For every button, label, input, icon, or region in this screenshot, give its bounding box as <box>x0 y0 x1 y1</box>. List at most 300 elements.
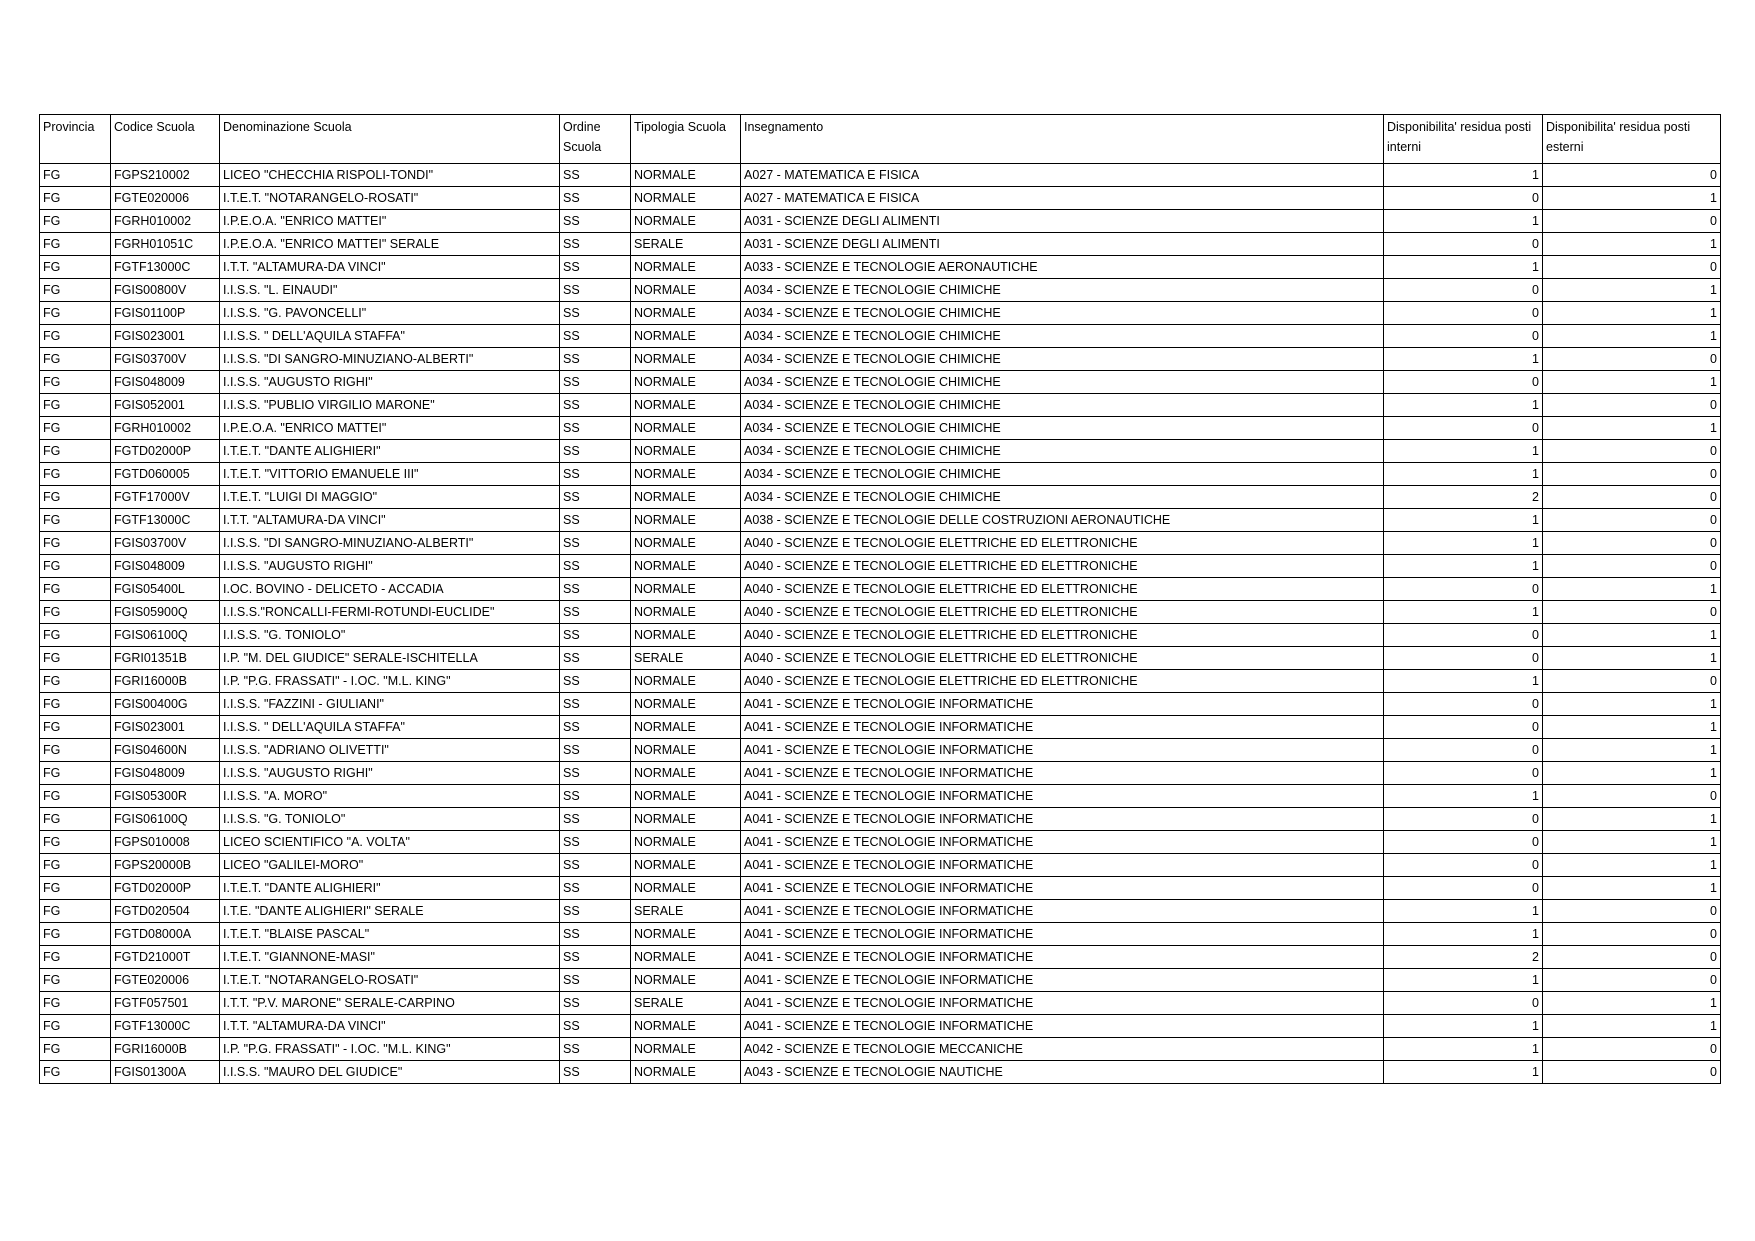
cell-posti-esterni: 1 <box>1543 302 1721 325</box>
cell-provincia: FG <box>40 647 111 670</box>
cell-ordine-scuola: SS <box>560 1038 631 1061</box>
cell-tipologia-scuola: NORMALE <box>631 1061 741 1084</box>
cell-insegnamento: A041 - SCIENZE E TECNOLOGIE INFORMATICHE <box>741 716 1384 739</box>
cell-posti-interni: 0 <box>1384 371 1543 394</box>
cell-ordine-scuola: SS <box>560 325 631 348</box>
cell-insegnamento: A034 - SCIENZE E TECNOLOGIE CHIMICHE <box>741 371 1384 394</box>
cell-denominazione-scuola: I.T.T. "ALTAMURA-DA VINCI" <box>220 1015 560 1038</box>
cell-tipologia-scuola: NORMALE <box>631 394 741 417</box>
cell-posti-interni: 1 <box>1384 256 1543 279</box>
cell-posti-interni: 1 <box>1384 463 1543 486</box>
header-row <box>40 115 1721 164</box>
cell-posti-interni: 0 <box>1384 302 1543 325</box>
cell-posti-interni: 0 <box>1384 279 1543 302</box>
cell-denominazione-scuola: I.I.S.S. "FAZZINI - GIULIANI" <box>220 693 560 716</box>
cell-posti-interni: 0 <box>1384 854 1543 877</box>
table-row <box>40 233 1721 256</box>
cell-provincia: FG <box>40 279 111 302</box>
cell-denominazione-scuola: I.P. "P.G. FRASSATI" - I.OC. "M.L. KING" <box>220 670 560 693</box>
table-row <box>40 532 1721 555</box>
cell-posti-interni: 1 <box>1384 509 1543 532</box>
cell-provincia: FG <box>40 256 111 279</box>
cell-ordine-scuola: SS <box>560 210 631 233</box>
cell-codice-scuola: FGTF13000C <box>111 509 220 532</box>
cell-provincia: FG <box>40 440 111 463</box>
cell-provincia: FG <box>40 923 111 946</box>
cell-ordine-scuola: SS <box>560 716 631 739</box>
cell-codice-scuola: FGIS01100P <box>111 302 220 325</box>
cell-codice-scuola: FGTD060005 <box>111 463 220 486</box>
cell-provincia: FG <box>40 417 111 440</box>
cell-ordine-scuola: SS <box>560 739 631 762</box>
cell-insegnamento: A034 - SCIENZE E TECNOLOGIE CHIMICHE <box>741 302 1384 325</box>
cell-denominazione-scuola: LICEO SCIENTIFICO "A. VOLTA" <box>220 831 560 854</box>
table-row <box>40 785 1721 808</box>
cell-insegnamento: A040 - SCIENZE E TECNOLOGIE ELETTRICHE ED ELETTRONICHE <box>741 555 1384 578</box>
cell-denominazione-scuola: I.I.S.S. "ADRIANO OLIVETTI" <box>220 739 560 762</box>
cell-tipologia-scuola: NORMALE <box>631 923 741 946</box>
cell-codice-scuola: FGRI16000B <box>111 1038 220 1061</box>
cell-tipologia-scuola: NORMALE <box>631 601 741 624</box>
cell-ordine-scuola: SS <box>560 808 631 831</box>
availability-table <box>39 114 1721 1084</box>
cell-provincia: FG <box>40 509 111 532</box>
cell-tipologia-scuola: NORMALE <box>631 164 741 187</box>
cell-tipologia-scuola: SERALE <box>631 900 741 923</box>
cell-codice-scuola: FGRH01051C <box>111 233 220 256</box>
cell-denominazione-scuola: I.I.S.S. "MAURO DEL GIUDICE" <box>220 1061 560 1084</box>
table-row <box>40 969 1721 992</box>
cell-denominazione-scuola: I.T.E. "DANTE ALIGHIERI" SERALE <box>220 900 560 923</box>
table-header <box>40 115 1721 164</box>
cell-insegnamento: A041 - SCIENZE E TECNOLOGIE INFORMATICHE <box>741 923 1384 946</box>
cell-posti-interni: 1 <box>1384 440 1543 463</box>
table-row <box>40 647 1721 670</box>
cell-posti-esterni: 1 <box>1543 647 1721 670</box>
cell-provincia: FG <box>40 394 111 417</box>
cell-tipologia-scuola: NORMALE <box>631 555 741 578</box>
cell-tipologia-scuola: NORMALE <box>631 762 741 785</box>
cell-ordine-scuola: SS <box>560 923 631 946</box>
cell-codice-scuola: FGRH010002 <box>111 417 220 440</box>
cell-insegnamento: A031 - SCIENZE DEGLI ALIMENTI <box>741 233 1384 256</box>
cell-posti-interni: 0 <box>1384 233 1543 256</box>
cell-insegnamento: A034 - SCIENZE E TECNOLOGIE CHIMICHE <box>741 279 1384 302</box>
cell-tipologia-scuola: NORMALE <box>631 463 741 486</box>
cell-codice-scuola: FGIS023001 <box>111 325 220 348</box>
cell-ordine-scuola: SS <box>560 440 631 463</box>
header-posti-esterni: Disponibilita' residua posti esterni <box>1543 115 1721 164</box>
cell-posti-interni: 1 <box>1384 164 1543 187</box>
cell-ordine-scuola: SS <box>560 762 631 785</box>
cell-provincia: FG <box>40 900 111 923</box>
table-row <box>40 808 1721 831</box>
cell-posti-esterni: 1 <box>1543 854 1721 877</box>
cell-posti-interni: 0 <box>1384 992 1543 1015</box>
table-row <box>40 624 1721 647</box>
cell-provincia: FG <box>40 578 111 601</box>
cell-posti-interni: 1 <box>1384 785 1543 808</box>
table-body <box>40 164 1721 1084</box>
cell-codice-scuola: FGRI16000B <box>111 670 220 693</box>
cell-ordine-scuola: SS <box>560 417 631 440</box>
cell-posti-interni: 1 <box>1384 969 1543 992</box>
cell-tipologia-scuola: NORMALE <box>631 486 741 509</box>
cell-provincia: FG <box>40 164 111 187</box>
cell-tipologia-scuola: NORMALE <box>631 716 741 739</box>
cell-codice-scuola: FGTD02000P <box>111 877 220 900</box>
cell-posti-esterni: 1 <box>1543 417 1721 440</box>
cell-posti-interni: 1 <box>1384 670 1543 693</box>
cell-insegnamento: A034 - SCIENZE E TECNOLOGIE CHIMICHE <box>741 394 1384 417</box>
cell-posti-esterni: 1 <box>1543 877 1721 900</box>
cell-ordine-scuola: SS <box>560 877 631 900</box>
cell-posti-esterni: 0 <box>1543 164 1721 187</box>
table-row <box>40 992 1721 1015</box>
cell-codice-scuola: FGIS052001 <box>111 394 220 417</box>
cell-ordine-scuola: SS <box>560 969 631 992</box>
table-row <box>40 739 1721 762</box>
cell-posti-interni: 1 <box>1384 601 1543 624</box>
table-row <box>40 394 1721 417</box>
cell-posti-interni: 0 <box>1384 325 1543 348</box>
cell-provincia: FG <box>40 1038 111 1061</box>
cell-provincia: FG <box>40 854 111 877</box>
table-row <box>40 325 1721 348</box>
cell-denominazione-scuola: I.T.E.T. "NOTARANGELO-ROSATI" <box>220 187 560 210</box>
cell-posti-interni: 1 <box>1384 555 1543 578</box>
cell-ordine-scuola: SS <box>560 394 631 417</box>
header-codice-scuola: Codice Scuola <box>111 115 220 164</box>
cell-codice-scuola: FGTD08000A <box>111 923 220 946</box>
table-row <box>40 601 1721 624</box>
cell-posti-interni: 1 <box>1384 1061 1543 1084</box>
cell-insegnamento: A040 - SCIENZE E TECNOLOGIE ELETTRICHE ED ELETTRONICHE <box>741 647 1384 670</box>
table-row <box>40 831 1721 854</box>
cell-denominazione-scuola: I.I.S.S. "AUGUSTO RIGHI" <box>220 555 560 578</box>
cell-posti-interni: 0 <box>1384 739 1543 762</box>
cell-denominazione-scuola: I.I.S.S. "A. MORO" <box>220 785 560 808</box>
cell-posti-interni: 1 <box>1384 923 1543 946</box>
cell-posti-interni: 0 <box>1384 624 1543 647</box>
cell-provincia: FG <box>40 762 111 785</box>
cell-insegnamento: A034 - SCIENZE E TECNOLOGIE CHIMICHE <box>741 325 1384 348</box>
cell-ordine-scuola: SS <box>560 1015 631 1038</box>
cell-posti-esterni: 1 <box>1543 739 1721 762</box>
cell-tipologia-scuola: NORMALE <box>631 256 741 279</box>
cell-tipologia-scuola: NORMALE <box>631 877 741 900</box>
table-row <box>40 417 1721 440</box>
cell-insegnamento: A041 - SCIENZE E TECNOLOGIE INFORMATICHE <box>741 969 1384 992</box>
cell-provincia: FG <box>40 670 111 693</box>
cell-insegnamento: A041 - SCIENZE E TECNOLOGIE INFORMATICHE <box>741 808 1384 831</box>
cell-provincia: FG <box>40 325 111 348</box>
cell-posti-interni: 1 <box>1384 900 1543 923</box>
cell-denominazione-scuola: I.I.S.S. "PUBLIO VIRGILIO MARONE" <box>220 394 560 417</box>
cell-tipologia-scuola: NORMALE <box>631 348 741 371</box>
cell-denominazione-scuola: I.T.T. "P.V. MARONE" SERALE-CARPINO <box>220 992 560 1015</box>
cell-posti-interni: 0 <box>1384 578 1543 601</box>
cell-provincia: FG <box>40 486 111 509</box>
cell-tipologia-scuola: NORMALE <box>631 946 741 969</box>
cell-posti-esterni: 0 <box>1543 509 1721 532</box>
cell-posti-esterni: 0 <box>1543 946 1721 969</box>
cell-tipologia-scuola: NORMALE <box>631 509 741 532</box>
cell-ordine-scuola: SS <box>560 233 631 256</box>
cell-codice-scuola: FGRH010002 <box>111 210 220 233</box>
table-row <box>40 900 1721 923</box>
cell-tipologia-scuola: NORMALE <box>631 785 741 808</box>
cell-posti-interni: 1 <box>1384 1038 1543 1061</box>
cell-posti-interni: 0 <box>1384 417 1543 440</box>
cell-ordine-scuola: SS <box>560 1061 631 1084</box>
cell-codice-scuola: FGTF13000C <box>111 1015 220 1038</box>
cell-codice-scuola: FGPS20000B <box>111 854 220 877</box>
cell-ordine-scuola: SS <box>560 555 631 578</box>
cell-posti-interni: 0 <box>1384 831 1543 854</box>
cell-provincia: FG <box>40 1015 111 1038</box>
table-row <box>40 877 1721 900</box>
cell-insegnamento: A041 - SCIENZE E TECNOLOGIE INFORMATICHE <box>741 854 1384 877</box>
cell-posti-esterni: 0 <box>1543 670 1721 693</box>
cell-codice-scuola: FGTE020006 <box>111 969 220 992</box>
cell-codice-scuola: FGIS05300R <box>111 785 220 808</box>
cell-insegnamento: A040 - SCIENZE E TECNOLOGIE ELETTRICHE ED ELETTRONICHE <box>741 670 1384 693</box>
cell-insegnamento: A041 - SCIENZE E TECNOLOGIE INFORMATICHE <box>741 1015 1384 1038</box>
table-row <box>40 693 1721 716</box>
cell-posti-esterni: 1 <box>1543 578 1721 601</box>
cell-codice-scuola: FGTD02000P <box>111 440 220 463</box>
cell-posti-esterni: 1 <box>1543 187 1721 210</box>
cell-ordine-scuola: SS <box>560 302 631 325</box>
cell-posti-esterni: 0 <box>1543 555 1721 578</box>
cell-codice-scuola: FGIS00800V <box>111 279 220 302</box>
cell-posti-esterni: 0 <box>1543 256 1721 279</box>
cell-codice-scuola: FGTF17000V <box>111 486 220 509</box>
cell-posti-interni: 2 <box>1384 946 1543 969</box>
cell-ordine-scuola: SS <box>560 463 631 486</box>
cell-ordine-scuola: SS <box>560 647 631 670</box>
header-posti-interni: Disponibilita' residua posti interni <box>1384 115 1543 164</box>
cell-denominazione-scuola: I.P. "P.G. FRASSATI" - I.OC. "M.L. KING" <box>220 1038 560 1061</box>
cell-posti-interni: 1 <box>1384 348 1543 371</box>
cell-denominazione-scuola: I.P.E.O.A. "ENRICO MATTEI" <box>220 210 560 233</box>
cell-posti-esterni: 1 <box>1543 624 1721 647</box>
cell-denominazione-scuola: LICEO "CHECCHIA RISPOLI-TONDI" <box>220 164 560 187</box>
cell-denominazione-scuola: I.P.E.O.A. "ENRICO MATTEI" <box>220 417 560 440</box>
header-insegnamento: Insegnamento <box>741 115 1384 164</box>
cell-insegnamento: A027 - MATEMATICA E FISICA <box>741 164 1384 187</box>
cell-tipologia-scuola: NORMALE <box>631 670 741 693</box>
cell-tipologia-scuola: NORMALE <box>631 969 741 992</box>
cell-ordine-scuola: SS <box>560 854 631 877</box>
cell-denominazione-scuola: I.T.E.T. "GIANNONE-MASI" <box>220 946 560 969</box>
cell-insegnamento: A034 - SCIENZE E TECNOLOGIE CHIMICHE <box>741 348 1384 371</box>
table-row <box>40 670 1721 693</box>
cell-posti-esterni: 0 <box>1543 969 1721 992</box>
cell-ordine-scuola: SS <box>560 693 631 716</box>
cell-posti-esterni: 0 <box>1543 348 1721 371</box>
table-row <box>40 371 1721 394</box>
table-row <box>40 509 1721 532</box>
cell-provincia: FG <box>40 992 111 1015</box>
cell-denominazione-scuola: I.I.S.S. "G. TONIOLO" <box>220 808 560 831</box>
cell-provincia: FG <box>40 601 111 624</box>
cell-tipologia-scuola: NORMALE <box>631 578 741 601</box>
cell-posti-interni: 1 <box>1384 210 1543 233</box>
cell-provincia: FG <box>40 233 111 256</box>
cell-codice-scuola: FGTF057501 <box>111 992 220 1015</box>
cell-denominazione-scuola: I.I.S.S. "DI SANGRO-MINUZIANO-ALBERTI" <box>220 532 560 555</box>
cell-codice-scuola: FGIS05900Q <box>111 601 220 624</box>
table-row <box>40 923 1721 946</box>
cell-provincia: FG <box>40 739 111 762</box>
cell-posti-esterni: 1 <box>1543 325 1721 348</box>
table-row <box>40 578 1721 601</box>
cell-insegnamento: A040 - SCIENZE E TECNOLOGIE ELETTRICHE ED ELETTRONICHE <box>741 601 1384 624</box>
cell-denominazione-scuola: I.T.E.T. "NOTARANGELO-ROSATI" <box>220 969 560 992</box>
cell-tipologia-scuola: NORMALE <box>631 831 741 854</box>
cell-codice-scuola: FGTF13000C <box>111 256 220 279</box>
cell-codice-scuola: FGIS048009 <box>111 762 220 785</box>
cell-codice-scuola: FGRI01351B <box>111 647 220 670</box>
cell-denominazione-scuola: I.T.T. "ALTAMURA-DA VINCI" <box>220 509 560 532</box>
cell-tipologia-scuola: NORMALE <box>631 1038 741 1061</box>
cell-insegnamento: A040 - SCIENZE E TECNOLOGIE ELETTRICHE ED ELETTRONICHE <box>741 532 1384 555</box>
cell-provincia: FG <box>40 785 111 808</box>
table-row <box>40 210 1721 233</box>
cell-codice-scuola: FGIS06100Q <box>111 624 220 647</box>
cell-ordine-scuola: SS <box>560 624 631 647</box>
header-tipologia-scuola: Tipologia Scuola <box>631 115 741 164</box>
cell-posti-interni: 1 <box>1384 532 1543 555</box>
cell-posti-esterni: 1 <box>1543 808 1721 831</box>
cell-posti-interni: 0 <box>1384 808 1543 831</box>
cell-denominazione-scuola: I.I.S.S. "AUGUSTO RIGHI" <box>220 762 560 785</box>
table-row <box>40 486 1721 509</box>
header-denominazione-scuola: Denominazione Scuola <box>220 115 560 164</box>
cell-insegnamento: A034 - SCIENZE E TECNOLOGIE CHIMICHE <box>741 486 1384 509</box>
cell-tipologia-scuola: SERALE <box>631 992 741 1015</box>
cell-codice-scuola: FGIS023001 <box>111 716 220 739</box>
cell-ordine-scuola: SS <box>560 486 631 509</box>
cell-posti-esterni: 0 <box>1543 463 1721 486</box>
cell-posti-esterni: 0 <box>1543 601 1721 624</box>
cell-posti-esterni: 1 <box>1543 371 1721 394</box>
table-row <box>40 555 1721 578</box>
cell-posti-esterni: 1 <box>1543 831 1721 854</box>
cell-ordine-scuola: SS <box>560 279 631 302</box>
cell-tipologia-scuola: NORMALE <box>631 739 741 762</box>
cell-tipologia-scuola: NORMALE <box>631 210 741 233</box>
cell-posti-esterni: 0 <box>1543 900 1721 923</box>
cell-ordine-scuola: SS <box>560 785 631 808</box>
cell-insegnamento: A041 - SCIENZE E TECNOLOGIE INFORMATICHE <box>741 693 1384 716</box>
cell-denominazione-scuola: I.T.E.T. "DANTE ALIGHIERI" <box>220 877 560 900</box>
cell-tipologia-scuola: NORMALE <box>631 693 741 716</box>
cell-codice-scuola: FGTD21000T <box>111 946 220 969</box>
cell-denominazione-scuola: I.P.E.O.A. "ENRICO MATTEI" SERALE <box>220 233 560 256</box>
cell-insegnamento: A041 - SCIENZE E TECNOLOGIE INFORMATICHE <box>741 762 1384 785</box>
cell-denominazione-scuola: I.I.S.S. "G. TONIOLO" <box>220 624 560 647</box>
cell-ordine-scuola: SS <box>560 670 631 693</box>
cell-tipologia-scuola: NORMALE <box>631 371 741 394</box>
cell-posti-esterni: 1 <box>1543 693 1721 716</box>
cell-insegnamento: A041 - SCIENZE E TECNOLOGIE INFORMATICHE <box>741 739 1384 762</box>
cell-insegnamento: A040 - SCIENZE E TECNOLOGIE ELETTRICHE ED ELETTRONICHE <box>741 624 1384 647</box>
cell-ordine-scuola: SS <box>560 831 631 854</box>
table-row <box>40 187 1721 210</box>
cell-posti-esterni: 1 <box>1543 1015 1721 1038</box>
cell-ordine-scuola: SS <box>560 578 631 601</box>
cell-codice-scuola: FGIS06100Q <box>111 808 220 831</box>
cell-provincia: FG <box>40 693 111 716</box>
cell-codice-scuola: FGIS01300A <box>111 1061 220 1084</box>
table-row <box>40 716 1721 739</box>
cell-posti-interni: 0 <box>1384 877 1543 900</box>
header-provincia: Provincia <box>40 115 111 164</box>
cell-insegnamento: A027 - MATEMATICA E FISICA <box>741 187 1384 210</box>
table-row <box>40 762 1721 785</box>
table-row <box>40 854 1721 877</box>
cell-tipologia-scuola: NORMALE <box>631 808 741 831</box>
cell-insegnamento: A034 - SCIENZE E TECNOLOGIE CHIMICHE <box>741 417 1384 440</box>
cell-denominazione-scuola: I.T.T. "ALTAMURA-DA VINCI" <box>220 256 560 279</box>
cell-tipologia-scuola: NORMALE <box>631 325 741 348</box>
cell-ordine-scuola: SS <box>560 509 631 532</box>
cell-posti-esterni: 0 <box>1543 923 1721 946</box>
cell-provincia: FG <box>40 624 111 647</box>
cell-posti-esterni: 1 <box>1543 233 1721 256</box>
table-row <box>40 164 1721 187</box>
cell-posti-interni: 0 <box>1384 762 1543 785</box>
cell-provincia: FG <box>40 187 111 210</box>
cell-insegnamento: A043 - SCIENZE E TECNOLOGIE NAUTICHE <box>741 1061 1384 1084</box>
cell-posti-esterni: 1 <box>1543 762 1721 785</box>
cell-denominazione-scuola: I.I.S.S. " DELL'AQUILA STAFFA" <box>220 325 560 348</box>
table-row <box>40 302 1721 325</box>
cell-codice-scuola: FGTD020504 <box>111 900 220 923</box>
table-row <box>40 256 1721 279</box>
cell-insegnamento: A038 - SCIENZE E TECNOLOGIE DELLE COSTRUZIONI AERONAUTICHE <box>741 509 1384 532</box>
cell-tipologia-scuola: NORMALE <box>631 532 741 555</box>
cell-insegnamento: A041 - SCIENZE E TECNOLOGIE INFORMATICHE <box>741 785 1384 808</box>
cell-posti-interni: 2 <box>1384 486 1543 509</box>
cell-posti-esterni: 1 <box>1543 992 1721 1015</box>
cell-tipologia-scuola: SERALE <box>631 647 741 670</box>
table-row <box>40 440 1721 463</box>
cell-ordine-scuola: SS <box>560 992 631 1015</box>
cell-posti-esterni: 0 <box>1543 440 1721 463</box>
cell-insegnamento: A041 - SCIENZE E TECNOLOGIE INFORMATICHE <box>741 877 1384 900</box>
cell-posti-interni: 0 <box>1384 187 1543 210</box>
cell-codice-scuola: FGTE020006 <box>111 187 220 210</box>
table-row <box>40 463 1721 486</box>
cell-denominazione-scuola: I.I.S.S. "DI SANGRO-MINUZIANO-ALBERTI" <box>220 348 560 371</box>
table-row <box>40 279 1721 302</box>
cell-tipologia-scuola: SERALE <box>631 233 741 256</box>
cell-denominazione-scuola: I.T.E.T. "VITTORIO EMANUELE III" <box>220 463 560 486</box>
cell-ordine-scuola: SS <box>560 946 631 969</box>
cell-ordine-scuola: SS <box>560 601 631 624</box>
cell-denominazione-scuola: I.P. "M. DEL GIUDICE" SERALE-ISCHITELLA <box>220 647 560 670</box>
cell-posti-esterni: 1 <box>1543 716 1721 739</box>
cell-denominazione-scuola: I.I.S.S. "AUGUSTO RIGHI" <box>220 371 560 394</box>
table-row <box>40 348 1721 371</box>
cell-codice-scuola: FGPS210002 <box>111 164 220 187</box>
cell-ordine-scuola: SS <box>560 348 631 371</box>
cell-posti-esterni: 0 <box>1543 394 1721 417</box>
